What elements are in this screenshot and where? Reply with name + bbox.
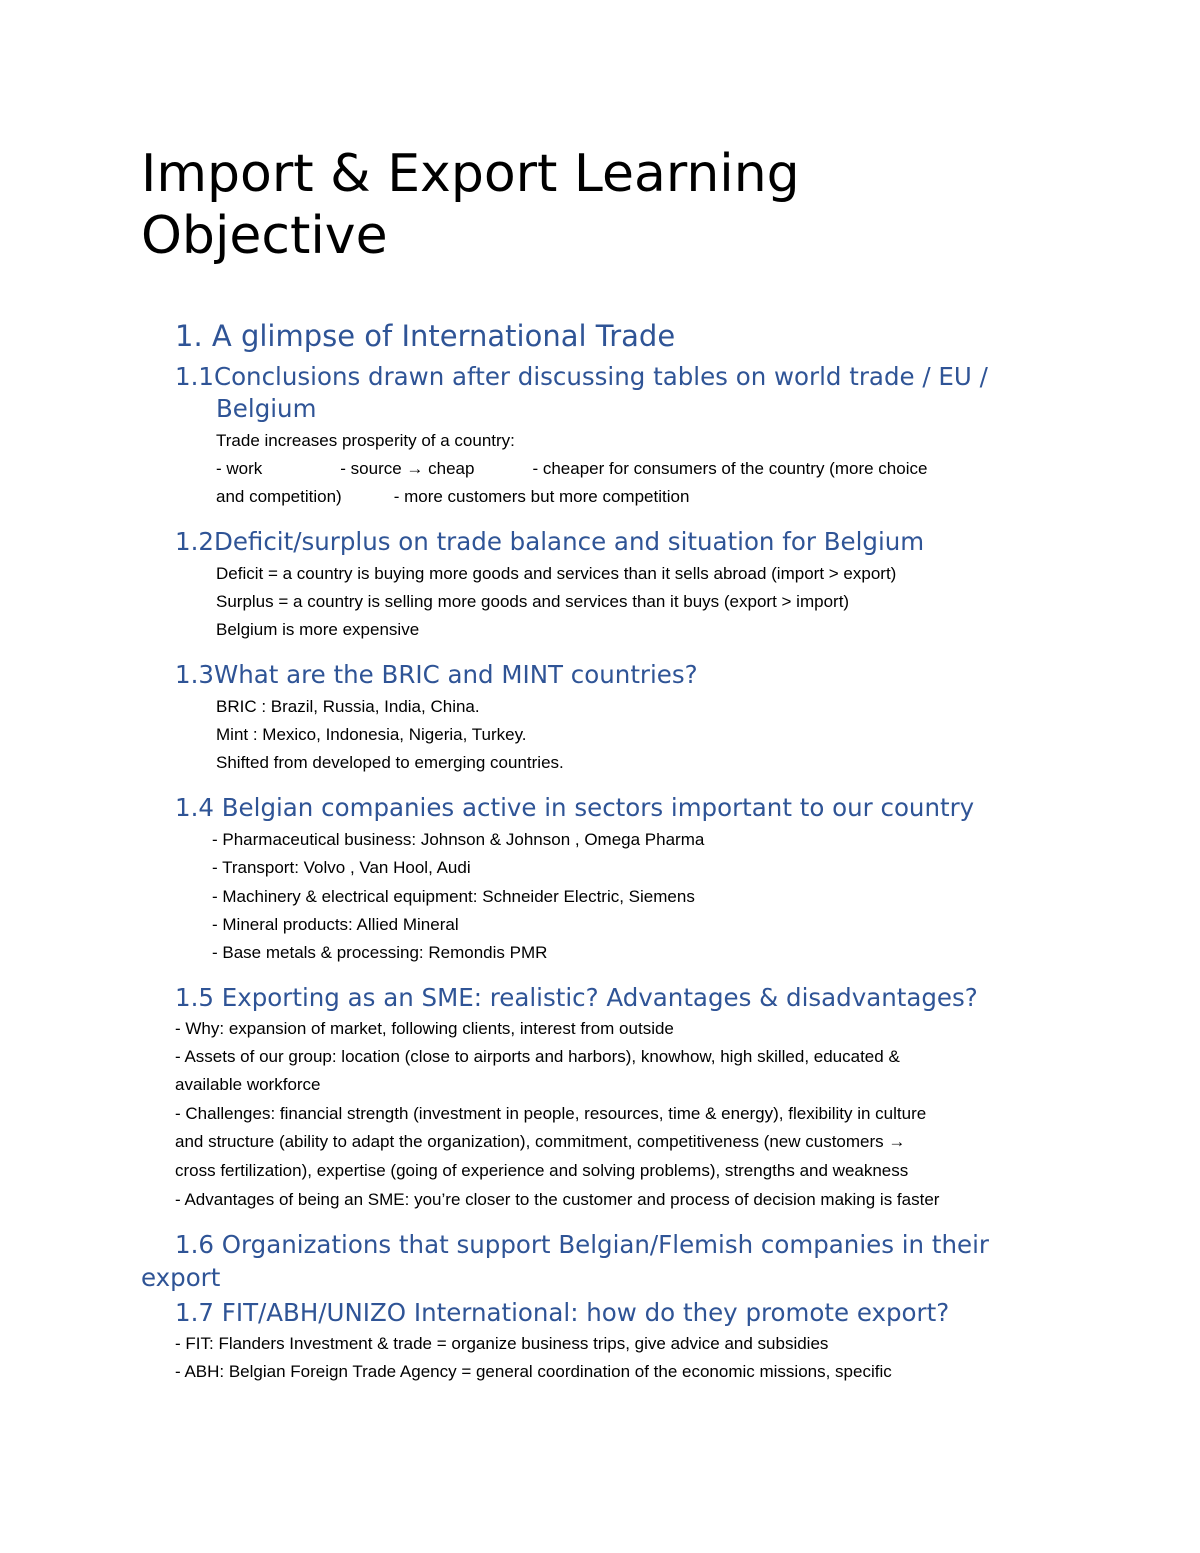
list-item: - FIT: Flanders Investment & trade = organize business trips, give advice and subsidies bbox=[175, 1334, 829, 1353]
work-item: - work bbox=[216, 459, 263, 478]
list-item: - Advantages of being an SME: you’re closer to the customer and process of decision making is faster bbox=[175, 1190, 940, 1209]
paragraph-line: Trade increases prosperity of a country: bbox=[216, 431, 515, 450]
paragraph-line: Shifted from developed to emerging countries. bbox=[216, 753, 564, 772]
list-item: - Transport: Volvo , Van Hool, Audi bbox=[212, 858, 471, 877]
heading-1-4: 1.4 Belgian companies active in sectors important to our country bbox=[175, 793, 975, 822]
heading-1-2: 1.2Deficit/surplus on trade balance and situation for Belgium bbox=[175, 527, 925, 556]
list-item: - ABH: Belgian Foreign Trade Agency = general coordination of the economic missions, specific bbox=[175, 1362, 892, 1381]
heading-1-7: 1.7 FIT/ABH/UNIZO International: how do they promote export? bbox=[175, 1298, 950, 1327]
competition-item: and competition) bbox=[216, 487, 342, 506]
paragraph-line bbox=[216, 483, 689, 511]
list-item: - Assets of our group: location (close to airports and harbors), knowhow, high skilled, educated & bbox=[175, 1047, 900, 1066]
list-item: - Base metals & processing: Remondis PMR bbox=[212, 943, 548, 962]
list-item: available workforce bbox=[175, 1075, 321, 1094]
paragraph-line: Belgium is more expensive bbox=[216, 620, 420, 639]
list-item: - Challenges: financial strength (investment in people, resources, time & energy), flexibility in culture bbox=[175, 1104, 927, 1123]
list-item: - Why: expansion of market, following clients, interest from outside bbox=[175, 1019, 674, 1038]
paragraph-line: Deficit = a country is buying more goods and services than it sells abroad (import > export) bbox=[216, 564, 897, 583]
heading-1-3: 1.3What are the BRIC and MINT countries? bbox=[175, 660, 698, 689]
heading-1-6-line1: 1.6 Organizations that support Belgian/Flemish companies in their bbox=[175, 1230, 989, 1259]
paragraph-line: BRIC : Brazil, Russia, India, China. bbox=[216, 697, 480, 716]
list-item: - Machinery & electrical equipment: Schneider Electric, Siemens bbox=[212, 887, 695, 906]
list-item: - Pharmaceutical business: Johnson & Johnson , Omega Pharma bbox=[212, 830, 705, 849]
paragraph-line bbox=[216, 455, 927, 483]
more-customers-item: - more customers but more competition bbox=[393, 487, 690, 506]
heading-1-5: 1.5 Exporting as an SME: realistic? Advantages & disadvantages? bbox=[175, 983, 978, 1012]
heading-1: 1. A glimpse of International Trade bbox=[175, 319, 676, 353]
list-item: - Mineral products: Allied Mineral bbox=[212, 915, 459, 934]
cheaper-item: - cheaper for consumers of the country (more choice bbox=[532, 459, 928, 478]
document-title-line1: Import & Export Learning bbox=[141, 144, 800, 204]
source-item: - source → cheap bbox=[340, 459, 475, 478]
heading-1-1-line1: 1.1Conclusions drawn after discussing tables on world trade / EU / bbox=[175, 362, 988, 391]
heading-1-1-line2: Belgium bbox=[216, 394, 317, 423]
paragraph-line: Surplus = a country is selling more goods and services than it buys (export > import) bbox=[216, 592, 850, 611]
heading-1-6-line2: export bbox=[141, 1263, 221, 1292]
list-item: cross fertilization), expertise (going of experience and solving problems), strengths and weakness bbox=[175, 1161, 909, 1180]
list-item: and structure (ability to adapt the organization), commitment, competitiveness (new customers → bbox=[175, 1132, 906, 1151]
paragraph-line: Mint : Mexico, Indonesia, Nigeria, Turkey. bbox=[216, 725, 527, 744]
document-title-line2: Objective bbox=[141, 206, 388, 266]
